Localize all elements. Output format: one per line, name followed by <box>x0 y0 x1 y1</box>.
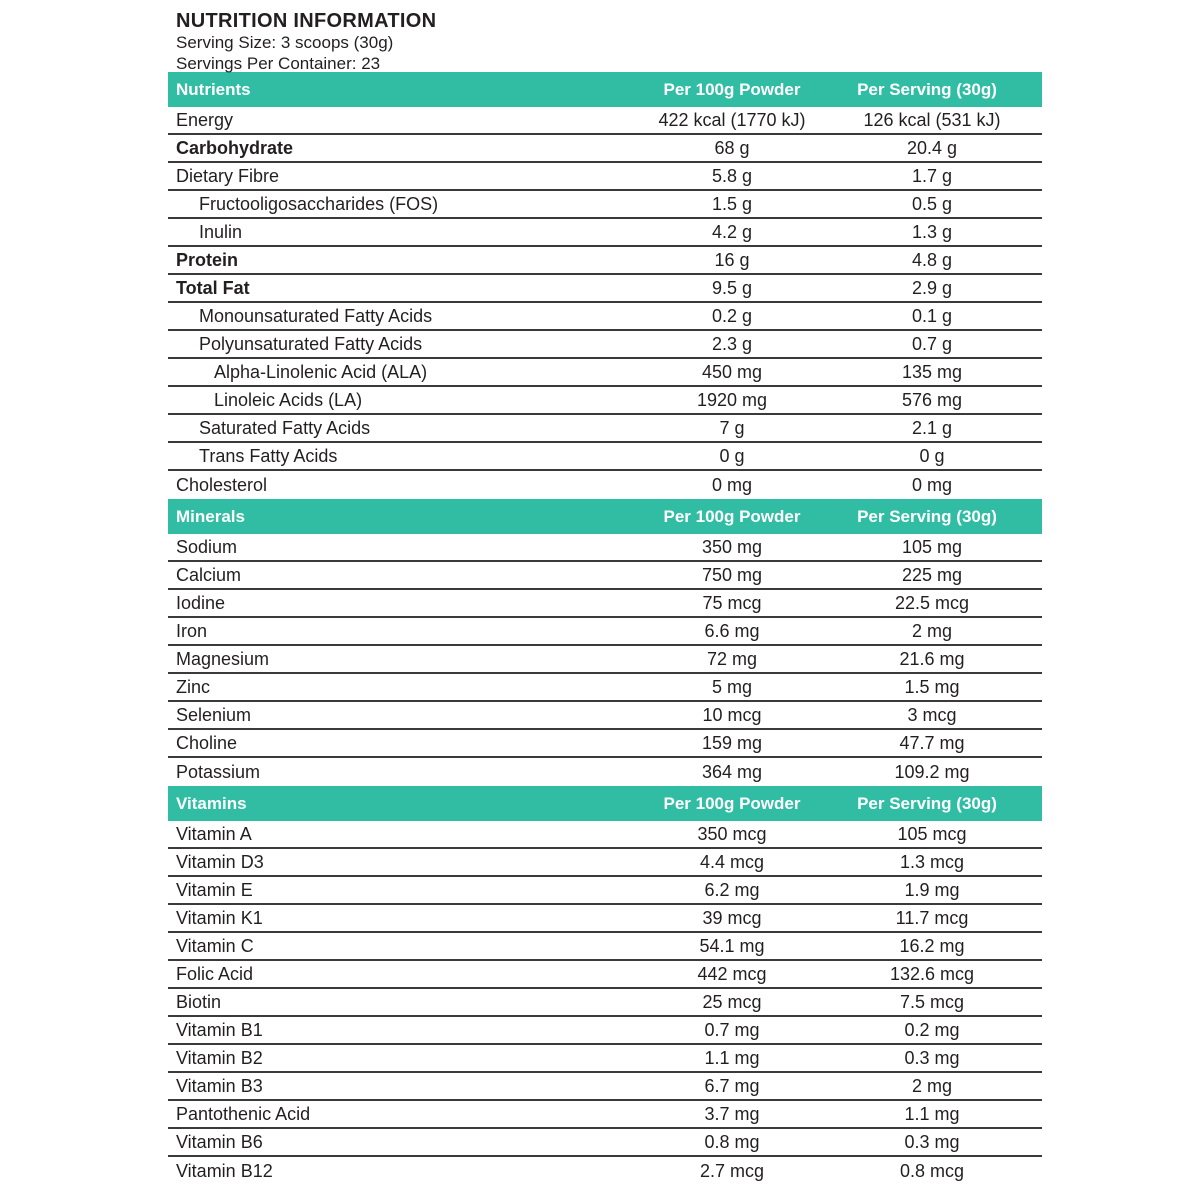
value-per-serving: 2 mg <box>911 1075 953 1096</box>
value-per-serving: 0.3 mg <box>904 1131 960 1152</box>
value-per-100g: 4.2 g <box>711 221 753 242</box>
table-row <box>168 989 1042 1017</box>
table-row <box>168 443 1042 471</box>
value-per-serving: 2 mg <box>911 620 953 641</box>
section-heading: Minerals <box>176 506 245 526</box>
value-per-100g: 1.1 mg <box>704 1047 760 1068</box>
value-per-100g: 4.4 mcg <box>699 851 765 872</box>
nutrient-name: Iron <box>176 620 208 641</box>
value-per-serving: 47.7 mg <box>899 732 965 753</box>
section-heading: Vitamins <box>176 793 247 813</box>
value-per-100g: 5 mg <box>711 676 753 697</box>
value-per-100g: 450 mg <box>701 361 763 382</box>
column-header-per-100g: Per 100g Powder <box>663 506 801 526</box>
table-row <box>168 191 1042 219</box>
value-per-100g: 3.7 mg <box>704 1103 760 1124</box>
value-per-serving: 0.2 mg <box>904 1019 960 1040</box>
column-header-per-100g: Per 100g Powder <box>663 79 801 99</box>
value-per-serving: 0.7 g <box>911 333 953 354</box>
nutrient-name: Folic Acid <box>176 963 254 984</box>
value-per-100g: 25 mcg <box>702 991 762 1012</box>
section-header-nutrients <box>168 72 1042 107</box>
table-row <box>168 387 1042 415</box>
serving-size: Serving Size: 3 scoops (30g) <box>176 33 394 52</box>
table-row <box>168 331 1042 359</box>
section-header-minerals <box>168 499 1042 534</box>
nutrient-name: Vitamin D3 <box>176 851 264 872</box>
value-per-100g: 16 g <box>714 249 750 270</box>
column-header-per-serving: Per Serving (30g) <box>857 793 997 813</box>
value-per-serving: 126 kcal (531 kJ) <box>863 109 1001 130</box>
value-per-100g: 1920 mg <box>696 389 768 410</box>
table-row <box>168 107 1042 135</box>
value-per-serving: 22.5 mcg <box>894 592 970 613</box>
nutrient-name: Vitamin K1 <box>176 907 263 928</box>
table-row <box>168 933 1042 961</box>
nutrient-name: Sodium <box>176 536 238 557</box>
value-per-serving: 2.9 g <box>911 277 953 298</box>
value-per-100g: 72 mg <box>706 648 758 669</box>
table-row <box>168 562 1042 590</box>
table-row <box>168 821 1042 849</box>
table-row <box>168 247 1042 275</box>
table-row <box>168 730 1042 758</box>
table-row <box>168 303 1042 331</box>
nutrient-name: Protein <box>176 249 239 270</box>
table-row <box>168 1157 1042 1185</box>
nutrient-name: Selenium <box>176 704 252 725</box>
table-row <box>168 163 1042 191</box>
table-row <box>168 1101 1042 1129</box>
value-per-serving: 0 g <box>919 445 945 466</box>
table-row <box>168 1073 1042 1101</box>
table-row <box>168 590 1042 618</box>
nutrient-name: Carbohydrate <box>176 137 294 158</box>
value-per-serving: 109.2 mg <box>894 761 970 782</box>
value-per-100g: 6.2 mg <box>704 879 760 900</box>
value-per-100g: 0 g <box>719 445 745 466</box>
value-per-100g: 0.8 mg <box>704 1131 760 1152</box>
nutrient-name: Vitamin B12 <box>176 1160 273 1181</box>
value-per-100g: 75 mcg <box>702 592 762 613</box>
value-per-serving: 1.5 mg <box>904 676 960 697</box>
value-per-100g: 0.2 g <box>711 305 753 326</box>
value-per-serving: 105 mg <box>901 536 963 557</box>
value-per-100g: 5.8 g <box>711 165 753 186</box>
value-per-serving: 1.9 mg <box>904 879 960 900</box>
value-per-100g: 0 mg <box>711 474 753 495</box>
value-per-serving: 4.8 g <box>911 249 953 270</box>
value-per-serving: 2.1 g <box>911 417 953 438</box>
table-row <box>168 905 1042 933</box>
value-per-serving: 0.8 mcg <box>899 1160 965 1181</box>
nutrient-name: Polyunsaturated Fatty Acids <box>199 333 423 354</box>
nutrient-name: Iodine <box>176 592 226 613</box>
nutrient-name: Inulin <box>199 221 243 242</box>
value-per-serving: 105 mcg <box>897 823 967 844</box>
nutrient-name: Vitamin E <box>176 879 253 900</box>
nutrient-name: Vitamin B2 <box>176 1047 263 1068</box>
nutrient-name: Vitamin C <box>176 935 254 956</box>
value-per-100g: 350 mcg <box>697 823 767 844</box>
nutrient-name: Vitamin A <box>176 823 252 844</box>
value-per-serving: 3 mcg <box>907 704 957 725</box>
table-row <box>168 1045 1042 1073</box>
value-per-serving: 0.3 mg <box>904 1047 960 1068</box>
value-per-serving: 0 mg <box>911 474 953 495</box>
value-per-100g: 6.7 mg <box>704 1075 760 1096</box>
nutrient-name: Dietary Fibre <box>176 165 280 186</box>
nutrient-name: Linoleic Acids (LA) <box>214 389 363 410</box>
nutrition-table <box>168 72 1042 1185</box>
table-row <box>168 471 1042 499</box>
value-per-serving: 16.2 mg <box>899 935 965 956</box>
value-per-serving: 1.1 mg <box>904 1103 960 1124</box>
value-per-100g: 442 mcg <box>697 963 767 984</box>
table-row <box>168 702 1042 730</box>
column-header-per-100g: Per 100g Powder <box>663 793 801 813</box>
nutrient-name: Calcium <box>176 564 242 585</box>
nutrient-name: Cholesterol <box>176 474 268 495</box>
value-per-serving: 1.7 g <box>911 165 953 186</box>
column-header-per-serving: Per Serving (30g) <box>857 79 997 99</box>
value-per-100g: 159 mg <box>701 732 763 753</box>
nutrient-name: Energy <box>176 109 234 130</box>
value-per-100g: 68 g <box>714 137 750 158</box>
nutrient-name: Trans Fatty Acids <box>199 445 338 466</box>
panel-header <box>168 0 1042 72</box>
value-per-100g: 9.5 g <box>711 277 753 298</box>
nutrition-panel <box>168 0 1042 1185</box>
nutrient-name: Fructooligosaccharides (FOS) <box>199 193 439 214</box>
table-row <box>168 359 1042 387</box>
table-row <box>168 849 1042 877</box>
nutrient-name: Potassium <box>176 761 261 782</box>
nutrient-name: Alpha-Linolenic Acid (ALA) <box>214 361 428 382</box>
column-header-per-serving: Per Serving (30g) <box>857 506 997 526</box>
nutrient-name: Magnesium <box>176 648 270 669</box>
table-row <box>168 275 1042 303</box>
value-per-serving: 1.3 mcg <box>899 851 965 872</box>
nutrient-name: Saturated Fatty Acids <box>199 417 371 438</box>
value-per-100g: 2.3 g <box>711 333 753 354</box>
table-row <box>168 219 1042 247</box>
table-row <box>168 135 1042 163</box>
table-row <box>168 415 1042 443</box>
panel-title: NUTRITION INFORMATION <box>176 10 437 32</box>
value-per-serving: 132.6 mcg <box>889 963 975 984</box>
value-per-100g: 2.7 mcg <box>699 1160 765 1181</box>
nutrient-name: Vitamin B1 <box>176 1019 263 1040</box>
value-per-serving: 0.5 g <box>911 193 953 214</box>
value-per-100g: 6.6 mg <box>704 620 760 641</box>
value-per-100g: 54.1 mg <box>699 935 765 956</box>
table-row <box>168 1129 1042 1157</box>
nutrient-name: Vitamin B6 <box>176 1131 263 1152</box>
value-per-serving: 20.4 g <box>906 137 958 158</box>
nutrient-name: Total Fat <box>176 277 250 298</box>
table-row <box>168 534 1042 562</box>
nutrient-name: Monounsaturated Fatty Acids <box>199 305 433 326</box>
nutrient-name: Pantothenic Acid <box>176 1103 311 1124</box>
value-per-serving: 135 mg <box>901 361 963 382</box>
value-per-serving: 21.6 mg <box>899 648 965 669</box>
table-row <box>168 758 1042 786</box>
value-per-100g: 1.5 g <box>711 193 753 214</box>
value-per-serving: 7.5 mcg <box>899 991 965 1012</box>
section-header-vitamins <box>168 786 1042 821</box>
value-per-serving: 225 mg <box>901 564 963 585</box>
value-per-serving: 0.1 g <box>911 305 953 326</box>
value-per-100g: 422 kcal (1770 kJ) <box>658 109 806 130</box>
servings-per-container: Servings Per Container: 23 <box>176 54 381 73</box>
table-row <box>168 674 1042 702</box>
nutrient-name: Choline <box>176 732 238 753</box>
nutrient-name: Zinc <box>176 676 211 697</box>
nutrient-name: Biotin <box>176 991 222 1012</box>
value-per-100g: 7 g <box>719 417 745 438</box>
table-row <box>168 618 1042 646</box>
value-per-serving: 11.7 mcg <box>895 907 969 928</box>
value-per-100g: 750 mg <box>701 564 763 585</box>
value-per-100g: 364 mg <box>701 761 763 782</box>
value-per-100g: 350 mg <box>701 536 763 557</box>
value-per-serving: 576 mg <box>901 389 963 410</box>
value-per-100g: 0.7 mg <box>704 1019 760 1040</box>
table-row <box>168 646 1042 674</box>
value-per-serving: 1.3 g <box>911 221 953 242</box>
table-row <box>168 1017 1042 1045</box>
value-per-100g: 39 mcg <box>702 907 762 928</box>
value-per-100g: 10 mcg <box>702 704 762 725</box>
nutrient-name: Vitamin B3 <box>176 1075 263 1096</box>
table-row <box>168 961 1042 989</box>
section-heading: Nutrients <box>176 79 251 99</box>
table-row <box>168 877 1042 905</box>
